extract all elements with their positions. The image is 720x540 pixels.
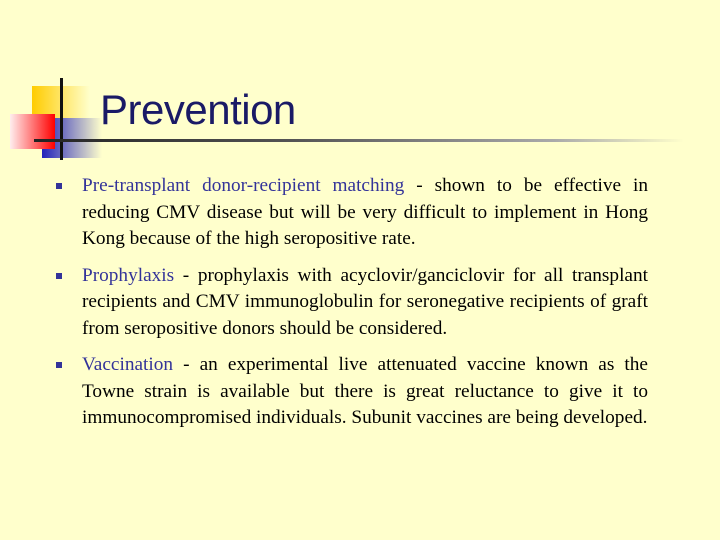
list-item <box>56 263 648 343</box>
slide-title: Prevention <box>100 86 296 133</box>
bullet-icon <box>56 183 62 189</box>
decorative-squares-logo <box>0 0 110 170</box>
bullet-icon <box>56 362 62 368</box>
item-text: - prophylaxis with acyclovir/ganciclovir for all transplant recipients and CMV immunoglobulin for seronegative recipients of graft from seropositive donors should be considered. <box>82 264 648 339</box>
title-underline <box>34 139 684 142</box>
bullet-list <box>56 173 648 442</box>
list-item <box>56 352 648 432</box>
item-term: Vaccination <box>82 354 174 375</box>
item-term: Prophylaxis <box>82 264 175 286</box>
bullet-icon <box>56 273 62 279</box>
item-text: - shown to be effective in reducing CMV disease but will be very difficult to implement in Hong Kong because of the high seropositive rate. <box>82 175 648 249</box>
list-item <box>56 173 648 253</box>
item-text: - an experimental live attenuated vaccine known as the Towne strain is available but there is great reluctance to give it to immunocompromised individuals. Subunit vaccines are being developed. <box>82 354 648 428</box>
item-term: Pre-transplant donor-recipient matching <box>82 175 405 196</box>
